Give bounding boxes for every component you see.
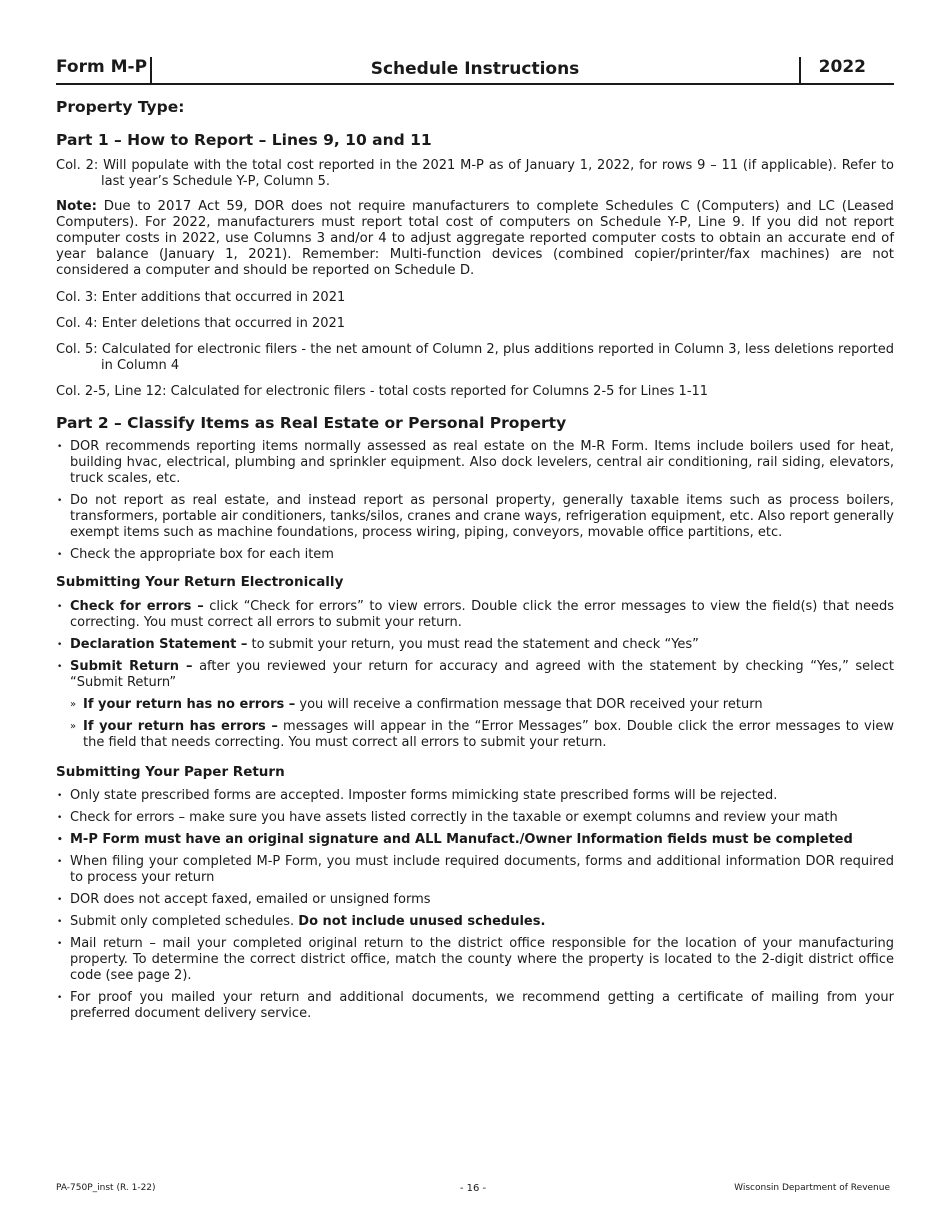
header-divider xyxy=(799,57,801,83)
part2-heading: Part 2 – Classify Items as Real Estate or Personal Property xyxy=(56,414,567,432)
list-item: • For proof you mailed your return and additional documents, we recommend getting a certificate of mailing from your preferred document delivery service. xyxy=(56,990,894,1022)
col4-text: Col. 4: Enter deletions that occurred in 2021 xyxy=(56,316,346,331)
part2-list xyxy=(56,439,894,563)
form-code: PA-750P_inst (R. 1-22) xyxy=(56,1183,156,1193)
list-item xyxy=(56,914,894,930)
agency-name: Wisconsin Department of Revenue xyxy=(734,1183,890,1193)
no-errors-text: you will receive a confirmation message that DOR received your return xyxy=(295,697,763,712)
electronic-sublist xyxy=(56,697,894,751)
list-item xyxy=(56,599,894,631)
item6-text: Submit only completed schedules. xyxy=(70,914,299,929)
no-errors-label: If your return has no errors – xyxy=(83,697,296,712)
list-item xyxy=(56,697,894,713)
list-item: • When filing your completed M-P Form, you must include required documents, forms and additional information DOR required to process your return xyxy=(56,854,894,886)
check-errors-label: Check for errors – xyxy=(70,599,204,614)
declaration-label: Declaration Statement – xyxy=(70,637,248,652)
note-label: Note: xyxy=(56,199,97,214)
electronic-heading: Submitting Your Return Electronically xyxy=(56,574,344,590)
col5-text: Col. 5: Calculated for electronic filers - the net amount of Column 2, plus additions reported in Column 3, less deletions reported in Column 4 xyxy=(56,342,894,373)
property-type-heading: Property Type: xyxy=(56,98,185,116)
form-name: Form M-P xyxy=(56,57,148,77)
list-item xyxy=(56,637,894,653)
col2-5-text: Col. 2-5, Line 12: Calculated for electronic filers - total costs reported for Columns 2-5 for Lines 1-11 xyxy=(56,384,709,399)
list-item: • Check the appropriate box for each item xyxy=(56,547,894,563)
form-year: 2022 xyxy=(818,57,866,77)
list-item xyxy=(56,719,894,751)
check-errors-text: click “Check for errors” to view errors. Double click the error messages to view the field(s) that needs correcting. You must correct all errors to submit your return. xyxy=(70,599,894,630)
submit-return-label: Submit Return – xyxy=(70,659,193,674)
note-text: Due to 2017 Act 59, DOR does not require manufacturers to complete Schedules C (Computers) and LC (Leased Computers). For 2022, manufacturers must report total cost of computers on Schedule Y-P, Line 9. If you did not report computer costs in 2022, use Columns 3 and/or 4 to adjust aggregate reported computer costs to obtain an accurate end of year balance (January 1, 2021). Remember: Multi-function devices (combined copier/printer/fax machines) are not considered a computer and should be reported on Schedule D. xyxy=(56,199,894,278)
list-item: • Only state prescribed forms are accepted. Imposter forms mimicking state prescribed forms will be rejected. xyxy=(56,788,894,804)
electronic-list xyxy=(56,599,894,691)
paper-heading: Submitting Your Paper Return xyxy=(56,764,285,780)
list-item: • Do not report as real estate, and instead report as personal property, generally taxable items such as process boilers, transformers, portable air conditioners, tanks/silos, cranes and crane ways, refrigeration equipment, etc. Also report generally exempt items such as machine foundations, process wiring, piping, conveyors, movable office partitions, etc. xyxy=(56,493,894,541)
list-item: • M-P Form must have an original signature and ALL Manufact./Owner Information fields must be completed xyxy=(56,832,894,848)
list-item: • DOR does not accept faxed, emailed or unsigned forms xyxy=(56,892,894,908)
list-item: • Check for errors – make sure you have assets listed correctly in the taxable or exempt columns and review your math xyxy=(56,810,894,826)
page-body xyxy=(56,52,894,1022)
part1-heading: Part 1 – How to Report – Lines 9, 10 and 11 xyxy=(56,131,432,149)
list-item xyxy=(56,659,894,691)
list-item: • DOR recommends reporting items normally assessed as real estate on the M-R Form. Items include boilers used for heat, building hvac, electrical, plumbing and sprinkler equipment. Also dock levelers, central air conditioning, rail siding, elevators, truck scales, etc. xyxy=(56,439,894,487)
col2-text: Col. 2: Will populate with the total cost reported in the 2021 M-P as of January 1, 2022, for rows 9 – 11 (if applicable). Refer to last year’s Schedule Y-P, Column 5. xyxy=(56,158,894,189)
paper-list xyxy=(56,788,894,1022)
item6-bold: Do not include unused schedules. xyxy=(298,914,546,929)
declaration-text: to submit your return, you must read the statement and check “Yes” xyxy=(247,637,699,652)
col3-text: Col. 3: Enter additions that occurred in 2021 xyxy=(56,290,346,305)
note-paragraph xyxy=(56,199,894,279)
page-title: Schedule Instructions xyxy=(370,59,580,79)
page-header xyxy=(56,52,894,85)
submit-return-text: after you reviewed your return for accuracy and agreed with the statement by checking “Yes,” select “Submit Return” xyxy=(70,659,894,690)
has-errors-text: messages will appear in the “Error Messages” box. Double click the error messages to view the field that needs correcting. You must correct all errors to submit your return. xyxy=(83,719,894,750)
has-errors-label: If your return has errors – xyxy=(83,719,278,734)
page-number: - 16 - xyxy=(459,1183,487,1194)
list-item: • Mail return – mail your completed original return to the district office responsible for the location of your manufacturing property. To determine the correct district office, match the county where the property is located to the 2-digit district office code (see page 2). xyxy=(56,936,894,984)
